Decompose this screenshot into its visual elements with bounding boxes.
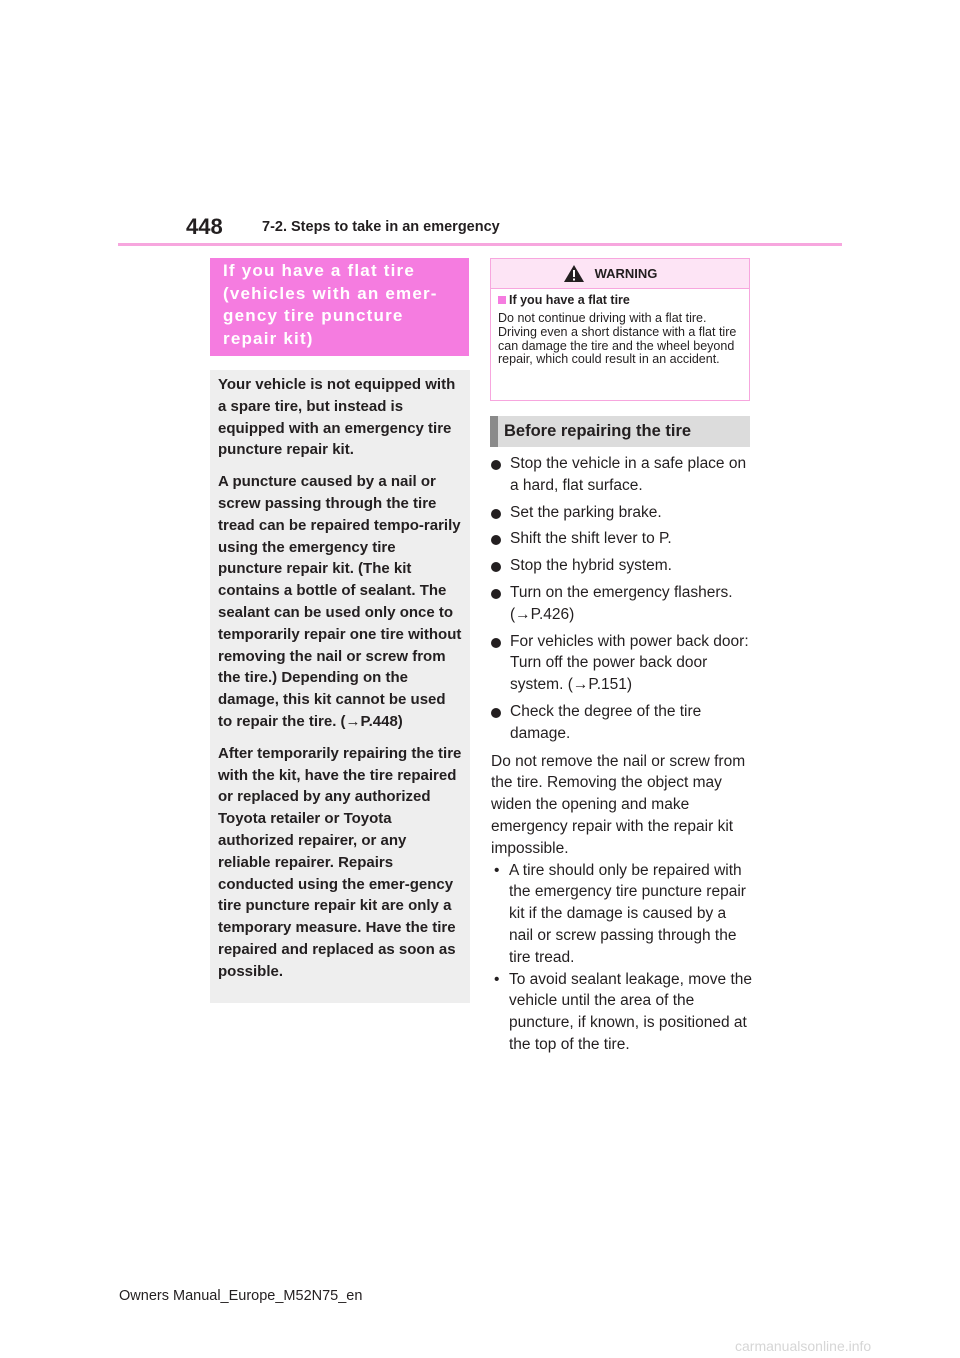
intro-paragraph: After temporarily repairing the tire with the kit, have the tire repaired or replaced by any authorized Toyota retailer or Toyota authorized repairer, or any reliable repairer. Repairs conducted using the emer-gency tire puncture repair kit are only a temporary measure. Have the tire repaired and replaced as soon as possible. [218,744,462,980]
watermark: carmanualsonline.info [735,1338,872,1354]
notes-list [491,860,753,1056]
bullet-icon [491,638,501,648]
intro-paragraph: Your vehicle is not equipped with a spare tire, but instead is equipped with an emergency tire puncture repair kit. [218,376,456,459]
header-divider [118,243,842,246]
warning-header [491,259,749,289]
page-number: 448 [186,214,223,239]
list-item: Stop the hybrid system. [491,555,753,577]
before-repair-content [491,453,753,1056]
list-item: Check the degree of the tire damage. [491,701,753,745]
heading-line: If you have a flat tire [223,261,415,280]
warning-subtitle [498,292,743,308]
list-item: Set the parking brake. [491,502,753,524]
bullet-icon [491,589,501,599]
list-item: Shift the shift lever to P. [491,528,753,550]
note-item: • To avoid sealant leakage, move the vehicle until the area of the puncture, if known, is positioned at the top of the tire. [494,970,752,1053]
note-item: • A tire should only be repaired with the emergency tire puncture repair kit if the damage is caused by a nail or screw passing through the tire tread. [494,861,746,966]
list-item: Turn on the emergency flashers. (→P.426) [491,582,753,626]
warning-text: Do not continue driving with a flat tire. Driving even a short distance with a flat tire can damage the tire and the wheel beyond repair, which could result in an accident. [498,311,737,367]
checklist [491,453,753,745]
footer-text: Owners Manual_Europe_M52N75_en [119,1288,363,1304]
warning-box [490,258,750,401]
caution-paragraph: Do not remove the nail or screw from the tire. Removing the object may widen the opening and make emergency repair with the repair kit impossible. [491,752,746,857]
bullet-icon [491,562,501,572]
before-repair-heading-text: Before repairing the tire [504,422,692,440]
flat-tire-heading-box [210,258,469,356]
bullet-icon [491,509,501,519]
intro-paragraph: A puncture caused by a nail or screw passing through the tire tread can be repaired tempo-rarily using the emergency tire puncture repair kit. (The kit contains a bottle of sealant. The sealant can be used only once to temporarily repair one tire without removing the nail or screw from the tire.) Depending on the damage, this kit cannot be used to repair the tire. (→P.448) [218,473,462,730]
note-bullet: • [494,970,500,988]
note-bullet: • [494,861,500,879]
heading-line: gency tire puncture [223,306,404,325]
bullet-icon [491,535,501,545]
section-title: 7-2. Steps to take in an emergency [262,219,500,235]
heading-line: repair kit) [223,328,314,348]
bullet-icon [491,708,501,718]
warning-body [491,289,749,367]
list-item: Stop the vehicle in a safe place on a hard, flat surface. [491,453,753,497]
flat-tire-heading [223,260,457,350]
square-bullet-icon [498,296,506,304]
before-repair-heading [490,416,750,447]
intro-box [210,370,470,1003]
warning-title: WARNING [594,266,658,281]
list-item: For vehicles with power back door: Turn off the power back door system. (→P.151) [491,631,753,696]
bullet-icon [491,460,501,470]
warning-triangle-icon [563,264,585,283]
heading-line: (vehicles with an emer- [223,283,438,303]
warning-subtitle-text: If you have a flat tire [509,293,630,307]
